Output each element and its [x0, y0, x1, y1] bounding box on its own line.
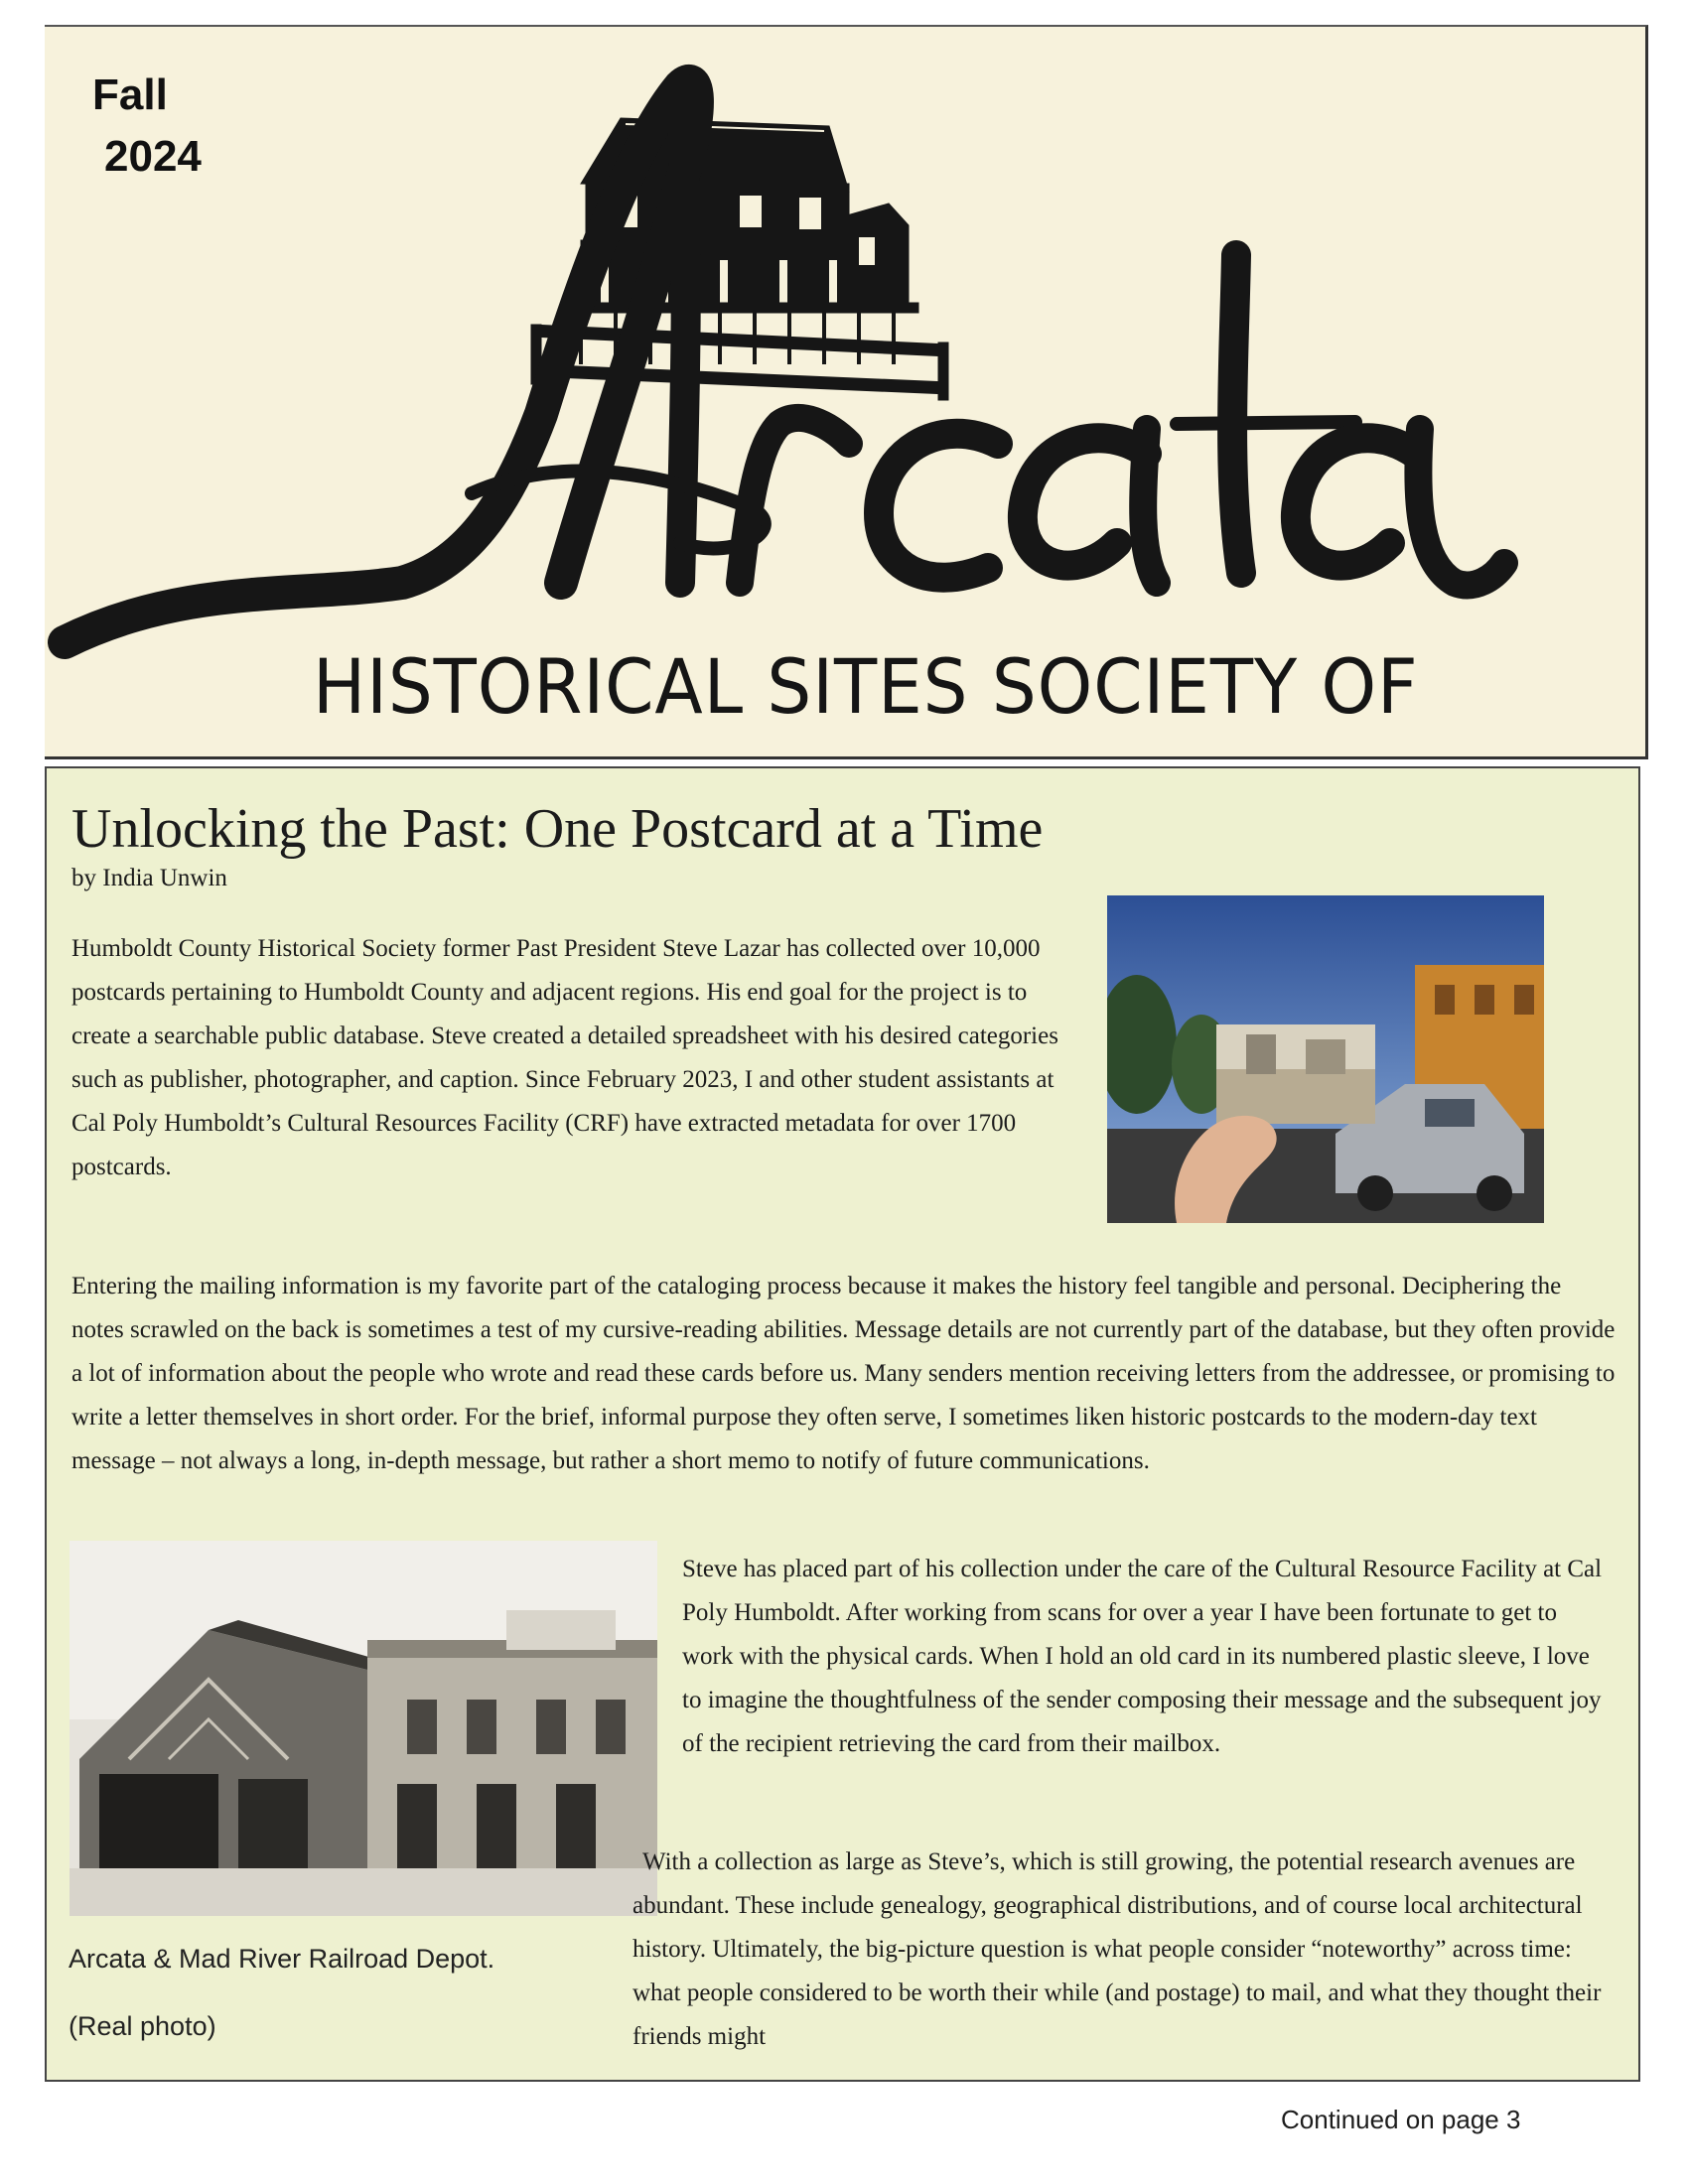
article-paragraph-4: With a collection as large as Steve’s, which is still growing, the potential research avenues are abundant. These include genealogy, geographical distributions, and of course local architectural history. Ultimately, the big-picture question is what people consider “noteworthy” across time: what people considered to be worth their while (and postage) to mail, and what they thought their friends might [633, 1848, 1602, 2050]
article-paragraph-3: Steve has placed part of his collection under the care of the Cultural Resource Facility at Cal Poly Humboldt. After working from scans for over a year I have been fortunate to get to work with the physical cards. When I hold an old card in its numbered plastic sleeve, I love to imagine the thoughtfulness of the sender composing their message and the subsequent joy of the recipient retrieving the card from their mailbox. [682, 1556, 1603, 1757]
article-paragraph-1: Humboldt County Historical Society former Past President Steve Lazar has collected over 10,000 postcards pertaining to Humboldt County and adjacent regions. His end goal for the project is to create a searchable public database. Steve created a detailed spreadsheet with his desired categories such as publisher, photographer, and caption. Since February 2023, I and other student assistants at Cal Poly Humboldt’s Cultural Resources Facility (CRF) have extracted metadata for over 1700 postcards. [71, 935, 1058, 1180]
issue-season-label: Fall [92, 70, 168, 119]
photo-caption-note: (Real photo) [69, 2011, 216, 2041]
postcard-street-photo [1107, 895, 1544, 1223]
arcata-logo-word: Arcata [45, 27, 48, 28]
continued-note: Continued on page 3 [1281, 2105, 1521, 2134]
article-byline: by India Unwin [71, 865, 227, 891]
society-name: HISTORICAL SITES SOCIETY OF [313, 642, 1419, 731]
article-headline: Unlocking the Past: One Postcard at a Time [71, 798, 1044, 860]
masthead [45, 25, 1648, 759]
railroad-depot-photo [70, 1541, 657, 1916]
article-paragraph-2: Entering the mailing information is my favorite part of the cataloging process because it makes the history feel tangible and personal. Deciphering the notes scrawled on the back is sometimes a test of my cursive-reading abilities. Message details are not currently part of the database, but they often provide a lot of information about the people who wrote and read these cards before us. Many senders mention receiving letters from the addressee, or promising to write a letter themselves in short order. For the brief, informal purpose they often serve, I sometimes liken historic postcards to the modern-day text message – not always a long, in-depth message, but rather a short memo to notify of future communications. [71, 1273, 1616, 1474]
article-box [45, 766, 1640, 2082]
issue-year-label: 2024 [104, 132, 202, 181]
photo-caption: Arcata & Mad River Railroad Depot. [69, 1944, 495, 1974]
